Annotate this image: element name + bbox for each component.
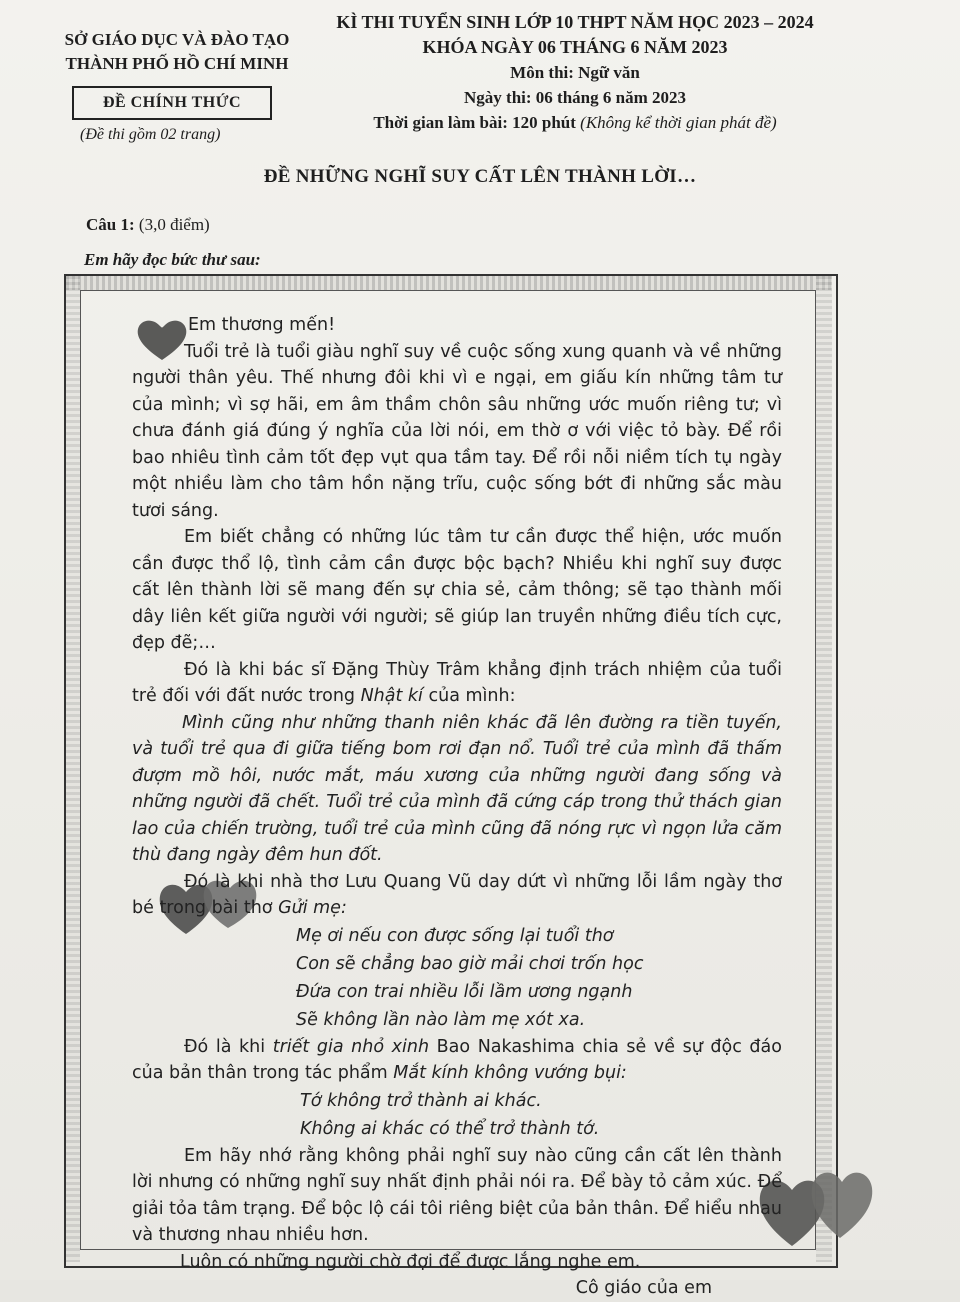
p4-start: Đó là khi nhà thơ Lưu Quang Vũ day dứt vì những lỗi lầm ngày thơ bé trong bài thơ <box>132 871 782 918</box>
exam-title: KÌ THI TUYỂN SINH LỚP 10 THPT NĂM HỌC 2023 – 2024 <box>336 12 814 32</box>
letter-paragraph-2: Em biết chẳng có những lúc tâm tư cần được thể hiện, ước muốn cần được thổ lộ, tình cảm cần được bộc bạch? Nhiều khi nghĩ suy được cất lên thành lời sẽ mang đến sự chia sẻ, cảm thông; sẽ tạo thành mối dây liên kết giữa người với người; sẽ giúp lan truyền những điều tích cực, đẹp đẽ;… <box>132 527 782 653</box>
p3-work-title: Nhật kí <box>360 686 423 706</box>
department-line-2: THÀNH PHỐ HỒ CHÍ MINH <box>65 54 289 73</box>
poem-line-2: Con sẽ chẳng bao giờ mải chơi trốn học <box>296 953 644 974</box>
official-exam-label: ĐỀ CHÍNH THỨC <box>72 86 272 120</box>
pages-note: (Đề thi gồm 02 trang) <box>80 126 221 143</box>
question-points: (3,0 điểm) <box>138 215 210 234</box>
p5-start: Đó là khi <box>184 1036 273 1057</box>
letter-paragraph-6: Em hãy nhớ rằng không phải nghĩ suy nào cũng cần cất lên thành lời nhưng có những nghĩ suy nhất định phải nói ra. Để bày tỏ cảm xúc. Để giải tỏa tâm trạng. Để bộc lộ cái tôi riêng biệt của bản thân. Để hiểu nhau và thương nhau nhiều hơn. <box>132 1145 782 1245</box>
exam-info <box>310 10 840 135</box>
department-line-1: SỞ GIÁO DỤC VÀ ĐÀO TẠO <box>64 30 290 49</box>
letter-signature: Cô giáo của em <box>575 1278 712 1298</box>
p5-phrase: triết gia nhỏ xinh <box>272 1036 430 1057</box>
p3-start: Đó là khi bác sĩ Đặng Thùy Trâm khẳng định trách nhiệm của tuổi trẻ đối với đất nước trong <box>132 659 782 706</box>
department-name <box>52 28 302 76</box>
exam-duration <box>310 110 840 135</box>
exam-subject: Môn thi: Ngữ văn <box>510 63 640 82</box>
diary-quote: Mình cũng như những thanh niên khác đã lên đường ra tiền tuyến, và tuổi trẻ qua đi giữa tiếng bom rơi đạn nổ. Tuổi trẻ của mình đã thấm đượm mồ hôi, nước mắt, máu xương của những người đang sống và những người đã chết. Tuổi trẻ của mình đã cứng cáp trong thử thách gian lao của chiến trường, tuổi trẻ của mình cũng đã nóng rực vì ngọn lửa căm thù đang ngày đêm hun đốt. <box>132 712 782 865</box>
question-label: Câu 1: <box>86 215 135 234</box>
letter-body <box>132 312 782 1302</box>
poem-line-1: Mẹ ơi nếu con được sống lại tuổi thơ <box>296 925 614 946</box>
topic-title: ĐỀ NHỮNG NGHĨ SUY CẤT LÊN THÀNH LỜI… <box>263 166 697 187</box>
letter-closing: Luôn có những người chờ đợi để được lắng nghe em. <box>180 1251 641 1272</box>
duration-text: Thời gian làm bài: 120 phút <box>373 113 576 132</box>
question-instruction: Em hãy đọc bức thư sau: <box>84 250 261 269</box>
p3-end: của mình: <box>422 686 516 706</box>
quote-line-2: Không ai khác có thể trở thành tớ. <box>300 1118 600 1139</box>
p4-work-title: Gửi mẹ: <box>278 898 347 918</box>
poem-line-4: Sẽ không lần nào làm mẹ xót xa. <box>296 1009 586 1030</box>
question-heading <box>86 215 210 235</box>
exam-date: Ngày thi: 06 tháng 6 năm 2023 <box>464 88 686 107</box>
letter-paragraph-5 <box>132 1034 782 1087</box>
poem-line-3: Đứa con trai nhiều lỗi lầm ương ngạnh <box>296 981 633 1002</box>
letter-greeting: Em thương mến! <box>188 315 336 335</box>
letter-paragraph-3 <box>132 657 782 710</box>
p5-mid: Bao Nakashima chia sẻ về sự độc đáo của bản thân trong tác phẩm <box>132 1036 782 1083</box>
letter-paragraph-1: Tuổi trẻ là tuổi giàu nghĩ suy về cuộc sống xung quanh và về những người thân yêu. Thế nhưng đôi khi vì e ngại, em giấu kín những tâm tư của mình; vì sợ hãi, em âm thầm chôn sâu những ước muốn riêng tư; vì chưa đánh giá đúng ý nghĩa của lời nói, em thờ ơ với việc tỏ bày. Để rồi bao nhiêu tình cảm tốt đẹp vụt qua tầm tay. Để rồi nỗi niềm tích tụ ngày một nhiều làm cho tâm hồn nặng trĩu, cuộc sống bớt đi những sắc màu tươi sáng. <box>132 341 782 521</box>
quote-line-1: Tớ không trở thành ai khác. <box>300 1090 542 1111</box>
letter-paragraph-4 <box>132 869 782 922</box>
exam-session: KHÓA NGÀY 06 THÁNG 6 NĂM 2023 <box>422 37 728 57</box>
duration-note: (Không kể thời gian phát đề) <box>580 113 777 132</box>
p5-work-title: Mắt kính không vướng bụi: <box>393 1063 627 1083</box>
